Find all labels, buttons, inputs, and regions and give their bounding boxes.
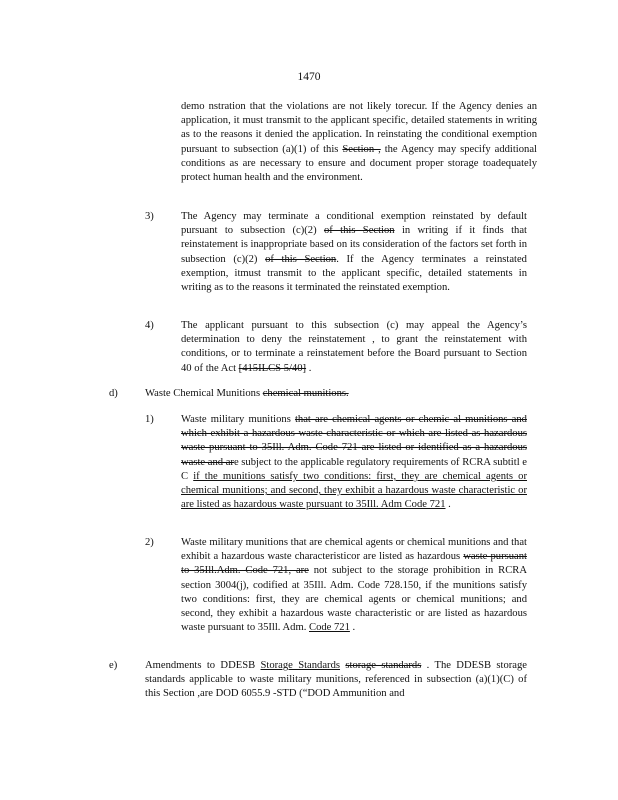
item-3-deleted-a: of this Section	[323, 225, 395, 237]
d1-label: 1)	[145, 414, 154, 425]
d1-text-c: .	[445, 499, 451, 511]
section-e-text-a: Amendments to DDESB	[145, 660, 261, 671]
item-4-text-a: The applicant pursuant to this subsection (c) may appeal the Agency’s determination to deny the reinstatement , to grant the reinstatement with conditions, or to terminate a reinstatement before the Board pursuant to Section 40 of the Act	[181, 320, 527, 374]
d2-text-b: not subject to the storage prohibition in RCRA section 3004(j), codified at 35Ill. Adm. Code 728.150, if the munitions satisfy two conditions: first, they are chemical agents or chemical munitions; and second, they exhibit a hazardous waste characteristic or are listed as hazardous waste pursuant to 35Ill. Adm.	[181, 565, 527, 634]
d1-paragraph	[181, 413, 527, 512]
intro-text-b: the Agency may specify additional conditions as are necessary to ensure and document proper storage toadequately protect human health and the environment.	[181, 143, 537, 184]
d2-text-a: Waste military munitions that are chemical agents or chemical munitions and that exhibit a hazardous waste characteristicor are listed as hazardous	[181, 537, 527, 563]
section-e-deleted-a: storage standards	[345, 660, 422, 671]
d1-text-b: e subject to the applicable regulatory requirements of RCRA subtitl e C	[181, 456, 527, 482]
item-4-deleted-a: [415ILCS 5/40]	[238, 362, 307, 374]
d2-text-c: .	[349, 622, 356, 634]
item-3-paragraph	[181, 210, 527, 295]
d1-deleted-a: that are chemical agents or chemic al munitions and which exhibit a hazardous waste characteristic or which are listed as hazardous waste pursuant to 35Ill. Adm. Code 721 are listed or identified as a hazardous waste and ar	[181, 414, 527, 468]
intro-paragraph	[181, 100, 537, 185]
section-d-text: Waste Chemical Munitions	[145, 388, 263, 399]
item-3-deleted-b: of this Section	[265, 253, 337, 265]
section-d-label: d)	[109, 388, 118, 399]
d1-inserted-a: if the munitions satisfy two conditions: first, they are chemical agents or chemical munitions; and second, they exhibit a hazardous waste characteristic or are listed as hazardous waste pursuant to 35Ill. Adm Code 721	[181, 470, 528, 511]
section-d-heading	[145, 387, 525, 401]
section-e-label: e)	[109, 660, 118, 671]
d2-inserted-a: Code 721	[309, 622, 350, 634]
item-4-paragraph	[181, 319, 527, 376]
intro-text-a: demo nstration that the violations are not likely torecur. If the Agency denies an application, it must transmit to the applicant specific, detailed statements in writing as to the reasons it denied the application. In reinstating the conditional exemption pursuant to subsection (a)(1) of this	[181, 101, 537, 155]
d1-text-a: Waste military munitions	[181, 414, 295, 425]
d2-deleted-a: waste pursuant to 35Ill.Adm. Code 721, are	[181, 551, 527, 577]
item-4-text-b: .	[306, 362, 312, 374]
d2-paragraph	[181, 536, 527, 635]
section-d-deleted: chemical munitions.	[262, 388, 349, 399]
section-e-inserted-a: Storage Standards	[260, 660, 341, 671]
section-e-paragraph	[145, 659, 527, 702]
item-3-text-a: The Agency may terminate a conditional exemption reinstated by default pursuant to subsection (c)(2)	[181, 211, 527, 237]
item-3-label: 3)	[145, 211, 154, 222]
page-number: 1470	[297, 71, 321, 83]
d2-label: 2)	[145, 537, 154, 548]
intro-deleted-text: Section ,	[342, 143, 381, 155]
section-e-text-c: . The DDESB storage standards applicable to waste military munitions, referenced in subsection (a)(1)(C) of this Section ,are DOD 6055.9 -STD (“DOD Ammunition and	[145, 660, 527, 700]
item-4-label: 4)	[145, 320, 154, 331]
item-3-text-b: in writing if it finds that reinstatement is inappropriate based on its consideration of the factors set forth in subsection (c)(2)	[181, 225, 527, 265]
item-3-text-c: . If the Agency terminates a reinstated exemption, itmust transmit to the applicant specific, detailed statements in writing as to the reasons it terminated the reinstated exemption.	[181, 253, 527, 294]
